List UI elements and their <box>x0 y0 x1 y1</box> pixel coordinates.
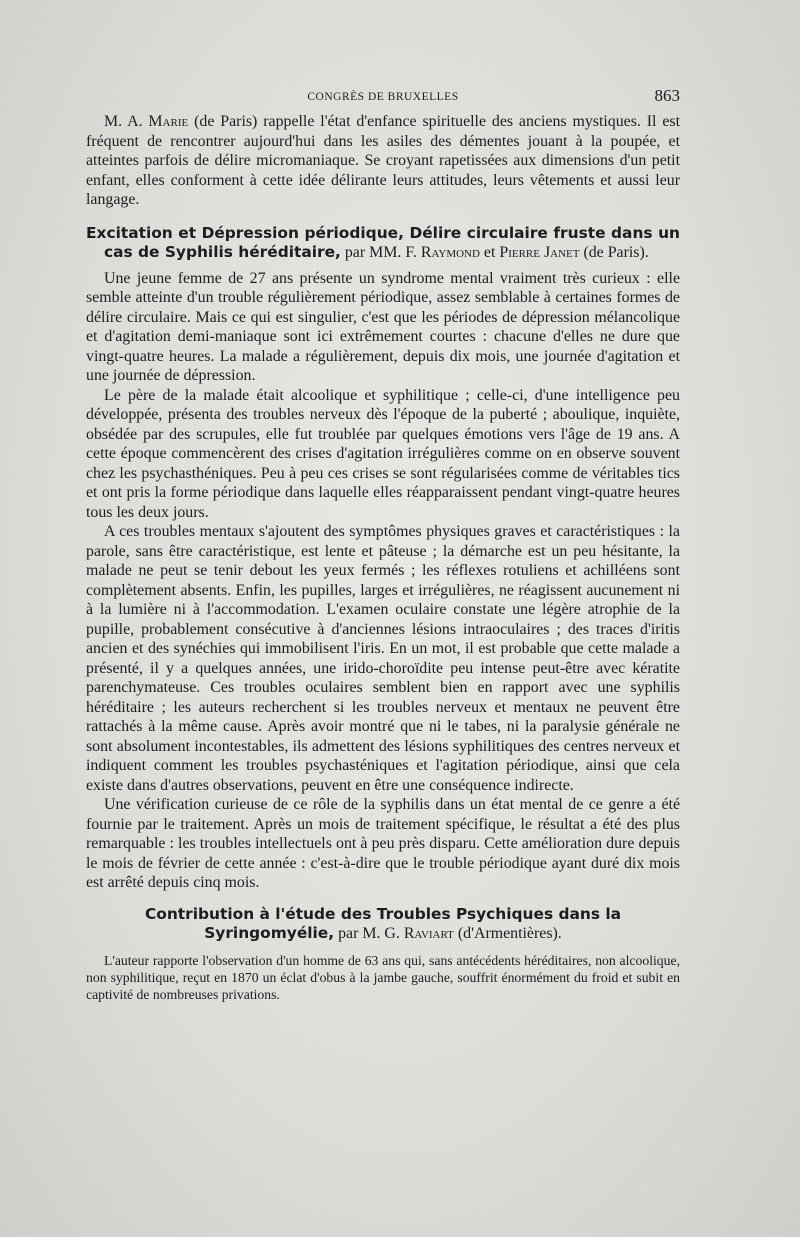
section-1-title: Excitation et Dépression périodique, Délire circulaire fruste dans un cas de Syphilis héréditaire, <box>86 223 680 261</box>
paragraph-marie-text: (de Paris) rappelle l'état d'enfance spirituelle des anciens mystiques. Il est fréquent de rencontrer aujourd'hui dans les asiles des démentes jouant à la poupée, et atteintes parfois de délire micromaniaque. Se croyant rapetissées aux dimensions d'un petit enfant, elles conforment à cette idée délirante leurs attitudes, leurs vêtements et aussi leur langage. <box>86 113 680 208</box>
author-janet: Pierre Janet <box>499 244 580 261</box>
byline-prefix-2: par M. G. <box>334 925 404 942</box>
page-number: 863 <box>654 86 680 105</box>
section-2-byline <box>334 925 562 942</box>
page-content <box>86 88 680 1003</box>
spacer <box>86 210 680 216</box>
author-raymond: Raymond <box>420 244 480 261</box>
section-2-heading <box>86 905 680 944</box>
section-2-paragraph: L'auteur rapporte l'observation d'un homme de 63 ans qui, sans antécédents héréditaires, non alcoolique, non syphilitique, reçut en 1870 un éclat d'obus à la jambe gauche, souffrit énormément du froid et subit en captivité de nombreuses privations. <box>86 952 680 1002</box>
running-head <box>86 88 680 112</box>
paragraph-marie <box>86 112 680 210</box>
byline-suffix: (de Paris). <box>579 244 649 261</box>
running-title: CONGRÈS DE BRUXELLES <box>307 91 459 103</box>
author-marie: M. A. Marie <box>104 113 189 130</box>
section-1-paragraph-4: Une vérification curieuse de ce rôle de la syphilis dans un état mental de ce genre a été fournie par le traitement. Après un mois de traitement spécifique, le résultat a été des plus remarquable : les troubles intellectuels ont à peu près disparu. Cette amélioration dure depuis le mois de février de cette année : c'est-à-dire que le trouble périodique ayant duré dix mois est arrêté depuis cinq mois. <box>86 796 680 891</box>
section-1-paragraph-2: Le père de la malade était alcoolique et syphilitique ; celle-ci, d'une intelligence peu développée, présenta des troubles nerveux dès l'époque de la puberté ; aboulique, inquiète, obsédée par des scrupules, elle fut troublée par quelques émotions vers l'âge de 19 ans. A cette époque commencèrent des crises d'agitation irrégulières comme on en observe souvent chez les psychasthéniques. Peu à peu ces crises se sont régularisées comme de véritables tics et ont pris la forme périodique dans laquelle elles réapparaissent pendant vingt-quatre heures tous les deux jours. <box>86 386 680 521</box>
section-1-paragraph-3: A ces troubles mentaux s'ajoutent des symptômes physiques graves et caractéristiques : la parole, sans être caractéristique, est lente et pâteuse ; la démarche est un peu hésitante, la malade ne peut se tenir debout les yeux fermés ; les réflexes rotuliens et achilléens sont complètement absents. Enfin, les pupilles, larges et irrégulières, ne réagissent aucunement ni à la lumière ni à l'accommodation. L'examen oculaire constate une légère atrophie de la pupille, probablement consécutive à d'anciennes lésions intraoculaires ; des traces d'iritis ancien et des synéchies qui immobilisent l'iris. En un mot, il est probable que cette malade a présenté, il y a quelques années, une irido-choroïdite peu intense peut-être avec kératite parenchymateuse. Ces troubles oculaires semblent bien en rapport avec une syphilis héréditaire ; les auteurs recherchent si les troubles nerveux et mentaux ne peuvent être rattachés à la même cause. Après avoir montré que ni le tabes, ni la paralysie générale ne sont absolument incontestables, ils admettent des lésions syphilitiques des centres nerveux et indiquent comment les troubles psychasténiques et l'agitation périodique, ainsi que cela existe dans d'autres observations, peuvent en être une conséquence indirecte. <box>86 523 680 794</box>
section-1-heading <box>86 224 680 263</box>
author-raviart: Raviart <box>403 925 454 942</box>
section-1-paragraph-1: Une jeune femme de 27 ans présente un syndrome mental vraiment très curieux : elle semble atteinte d'un trouble régulièrement périodique, assez semblable à certaines formes de délire circulaire. Mais ce qui est singulier, c'est que les périodes de dépression mélancolique et d'agitation demi-maniaque sont ici extrêmement courtes : chacune d'elles ne dure que vingt-quatre heures. La malade a régulièrement, depuis dix mois, une journée d'agitation et une journée de dépression. <box>86 269 680 384</box>
section-1-byline <box>341 244 649 261</box>
byline-prefix: par MM. F. <box>340 244 421 261</box>
byline-middle: et <box>479 244 500 261</box>
byline-suffix-2: (d'Armentières). <box>453 925 562 942</box>
section-2-title: Contribution à l'étude des Troubles Psychiques dans la Syringomyélie, <box>144 904 622 942</box>
